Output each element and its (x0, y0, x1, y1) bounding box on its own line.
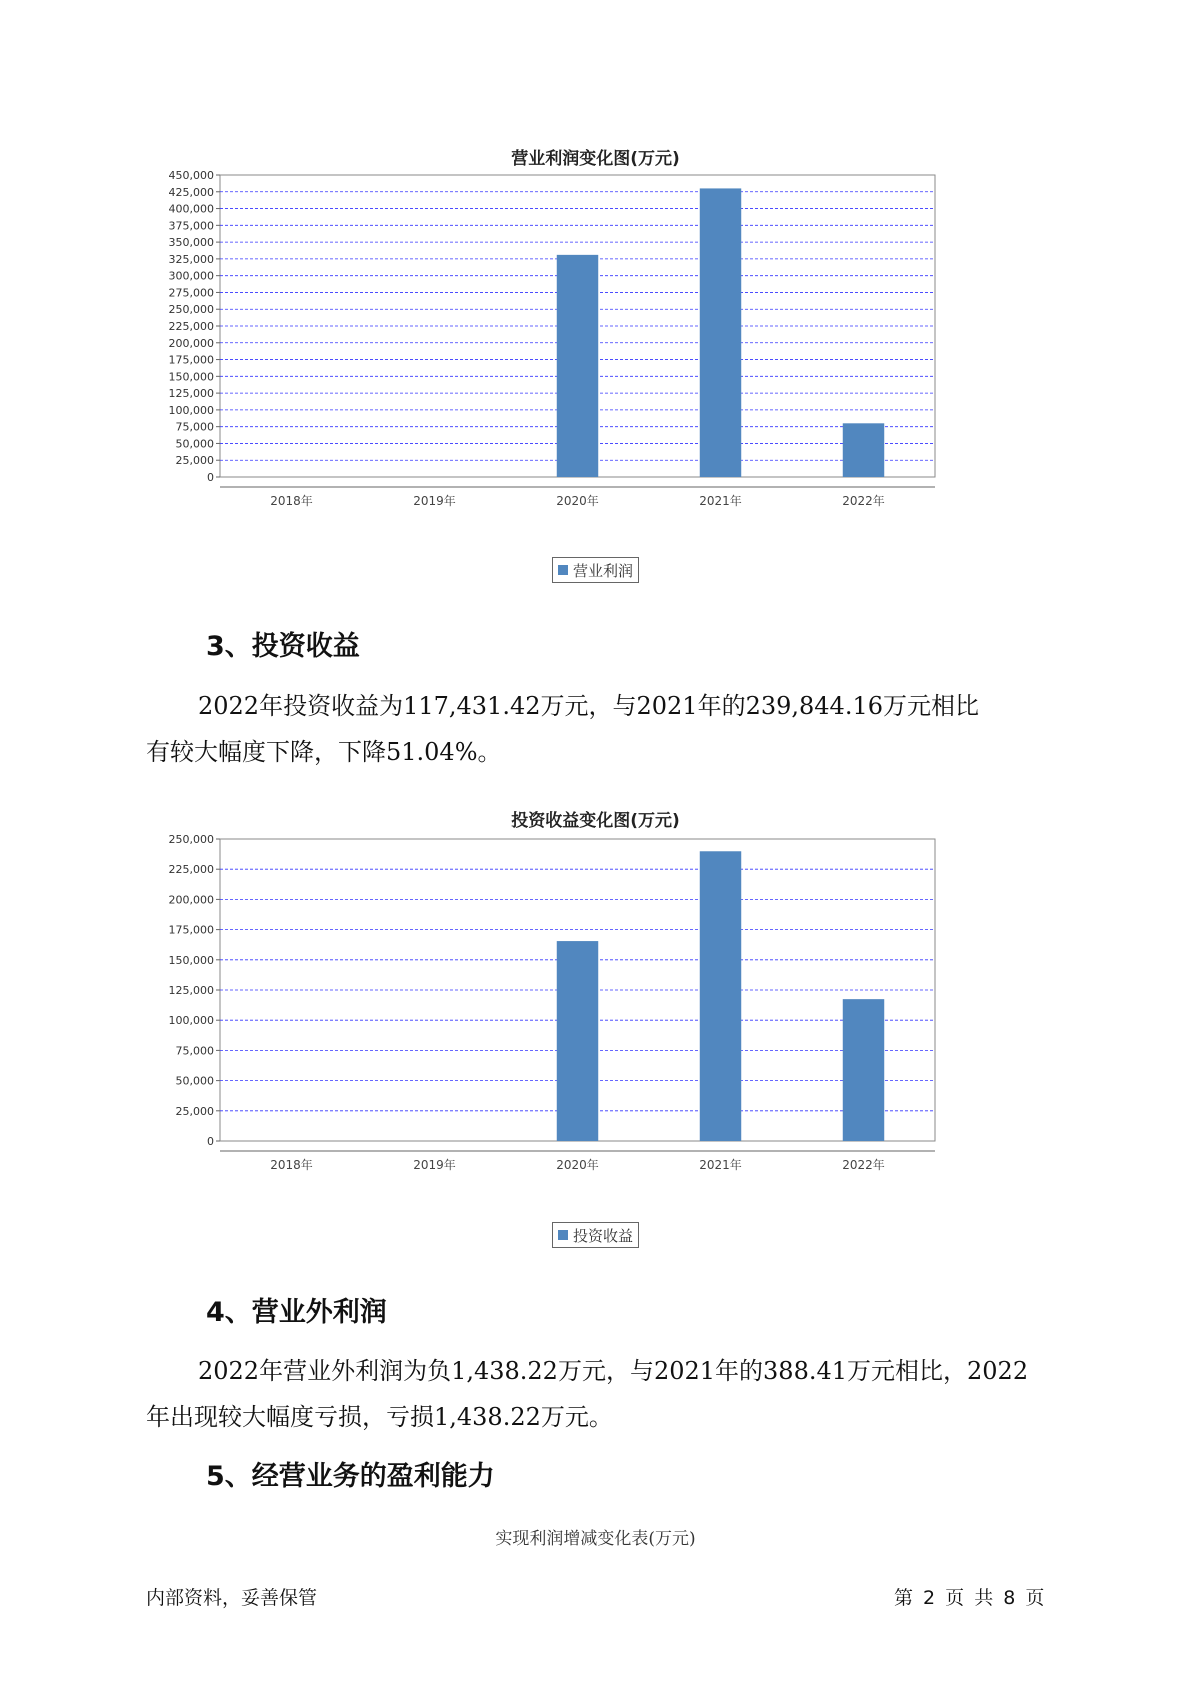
paragraph-line: 年出现较大幅度亏损，亏损1,438.22万元。 (146, 1403, 613, 1431)
x-tick-label: 2021年 (699, 1158, 742, 1172)
legend-label: 营业利润 (573, 561, 634, 580)
y-tick-label: 50,000 (175, 437, 214, 451)
x-tick-label: 2019年 (413, 1158, 456, 1172)
y-tick-label: 175,000 (168, 353, 214, 367)
bar (557, 255, 598, 477)
y-tick-label: 225,000 (168, 320, 214, 333)
section-heading-non-operating-profit: 4、营业外利润 (206, 1297, 387, 1328)
y-tick-label: 50,000 (175, 1074, 214, 1088)
bar (700, 851, 741, 1141)
y-tick-label: 300,000 (168, 269, 214, 283)
x-tick-label: 2020年 (556, 1158, 599, 1172)
y-tick-label: 250,000 (168, 833, 214, 846)
legend-label: 投资收益 (573, 1226, 634, 1245)
x-tick-label: 2021年 (699, 494, 742, 508)
x-tick-label: 2022年 (842, 494, 885, 508)
legend-operating-profit (552, 557, 639, 583)
y-tick-label: 325,000 (168, 252, 214, 266)
y-tick-label: 250,000 (168, 303, 214, 317)
paragraph-line: 2022年营业外利润为负1,438.22万元，与2021年的388.41万元相比，2022 (198, 1357, 1029, 1385)
section-heading-investment-income: 3、投资收益 (206, 631, 360, 662)
table-caption: 实现利润增减变化表(万元) (495, 1529, 696, 1549)
section-heading-profitability: 5、经营业务的盈利能力 (206, 1461, 495, 1492)
y-tick-label: 100,000 (168, 1014, 214, 1028)
legend-investment-income (552, 1222, 639, 1248)
chart-title-investment-income: 投资收益变化图(万元) (511, 811, 680, 831)
x-tick-label: 2022年 (842, 1158, 885, 1172)
footer-page-number: 第 2 页 共 8 页 (894, 1587, 1045, 1609)
legend-swatch (558, 1230, 568, 1240)
y-tick-label: 350,000 (168, 236, 214, 250)
y-tick-label: 400,000 (168, 202, 214, 216)
chart-investment-income (160, 835, 1010, 1205)
y-tick-label: 225,000 (168, 863, 214, 877)
paragraph-line: 有较大幅度下降，下降51.04%。 (146, 738, 502, 766)
y-tick-label: 175,000 (168, 923, 214, 937)
y-tick-label: 25,000 (175, 1104, 214, 1118)
y-tick-label: 375,000 (168, 219, 214, 233)
footer-confidential-note: 内部资料，妥善保管 (146, 1587, 318, 1609)
x-tick-label: 2018年 (270, 1158, 313, 1172)
x-tick-label: 2020年 (556, 494, 599, 508)
y-tick-label: 0 (207, 471, 214, 484)
paragraph-investment-income (146, 683, 1086, 775)
y-tick-label: 450,000 (168, 169, 214, 182)
y-tick-label: 125,000 (168, 387, 214, 401)
bar (843, 999, 884, 1141)
y-tick-label: 200,000 (168, 893, 214, 907)
y-tick-label: 275,000 (168, 286, 214, 300)
y-tick-label: 125,000 (168, 984, 214, 997)
y-tick-label: 25,000 (175, 454, 214, 468)
paragraph-line: 2022年投资收益为117,431.42万元，与2021年的239,844.16万元相比 (198, 692, 979, 720)
chart-operating-profit (160, 170, 1010, 540)
y-tick-label: 75,000 (175, 420, 214, 434)
x-tick-label: 2018年 (270, 494, 313, 508)
y-tick-label: 100,000 (168, 403, 214, 417)
y-tick-label: 425,000 (168, 185, 214, 199)
y-tick-label: 150,000 (168, 953, 214, 967)
y-tick-label: 75,000 (175, 1044, 214, 1058)
x-tick-label: 2019年 (413, 494, 456, 508)
y-tick-label: 150,000 (168, 370, 214, 384)
chart-title-operating-profit: 营业利润变化图(万元) (511, 149, 680, 169)
legend-swatch (558, 565, 568, 575)
paragraph-non-operating-profit (146, 1348, 1086, 1440)
bar (557, 941, 598, 1141)
bar (843, 423, 884, 477)
y-tick-label: 200,000 (168, 336, 214, 350)
y-tick-label: 0 (207, 1135, 214, 1148)
bar (700, 188, 741, 477)
